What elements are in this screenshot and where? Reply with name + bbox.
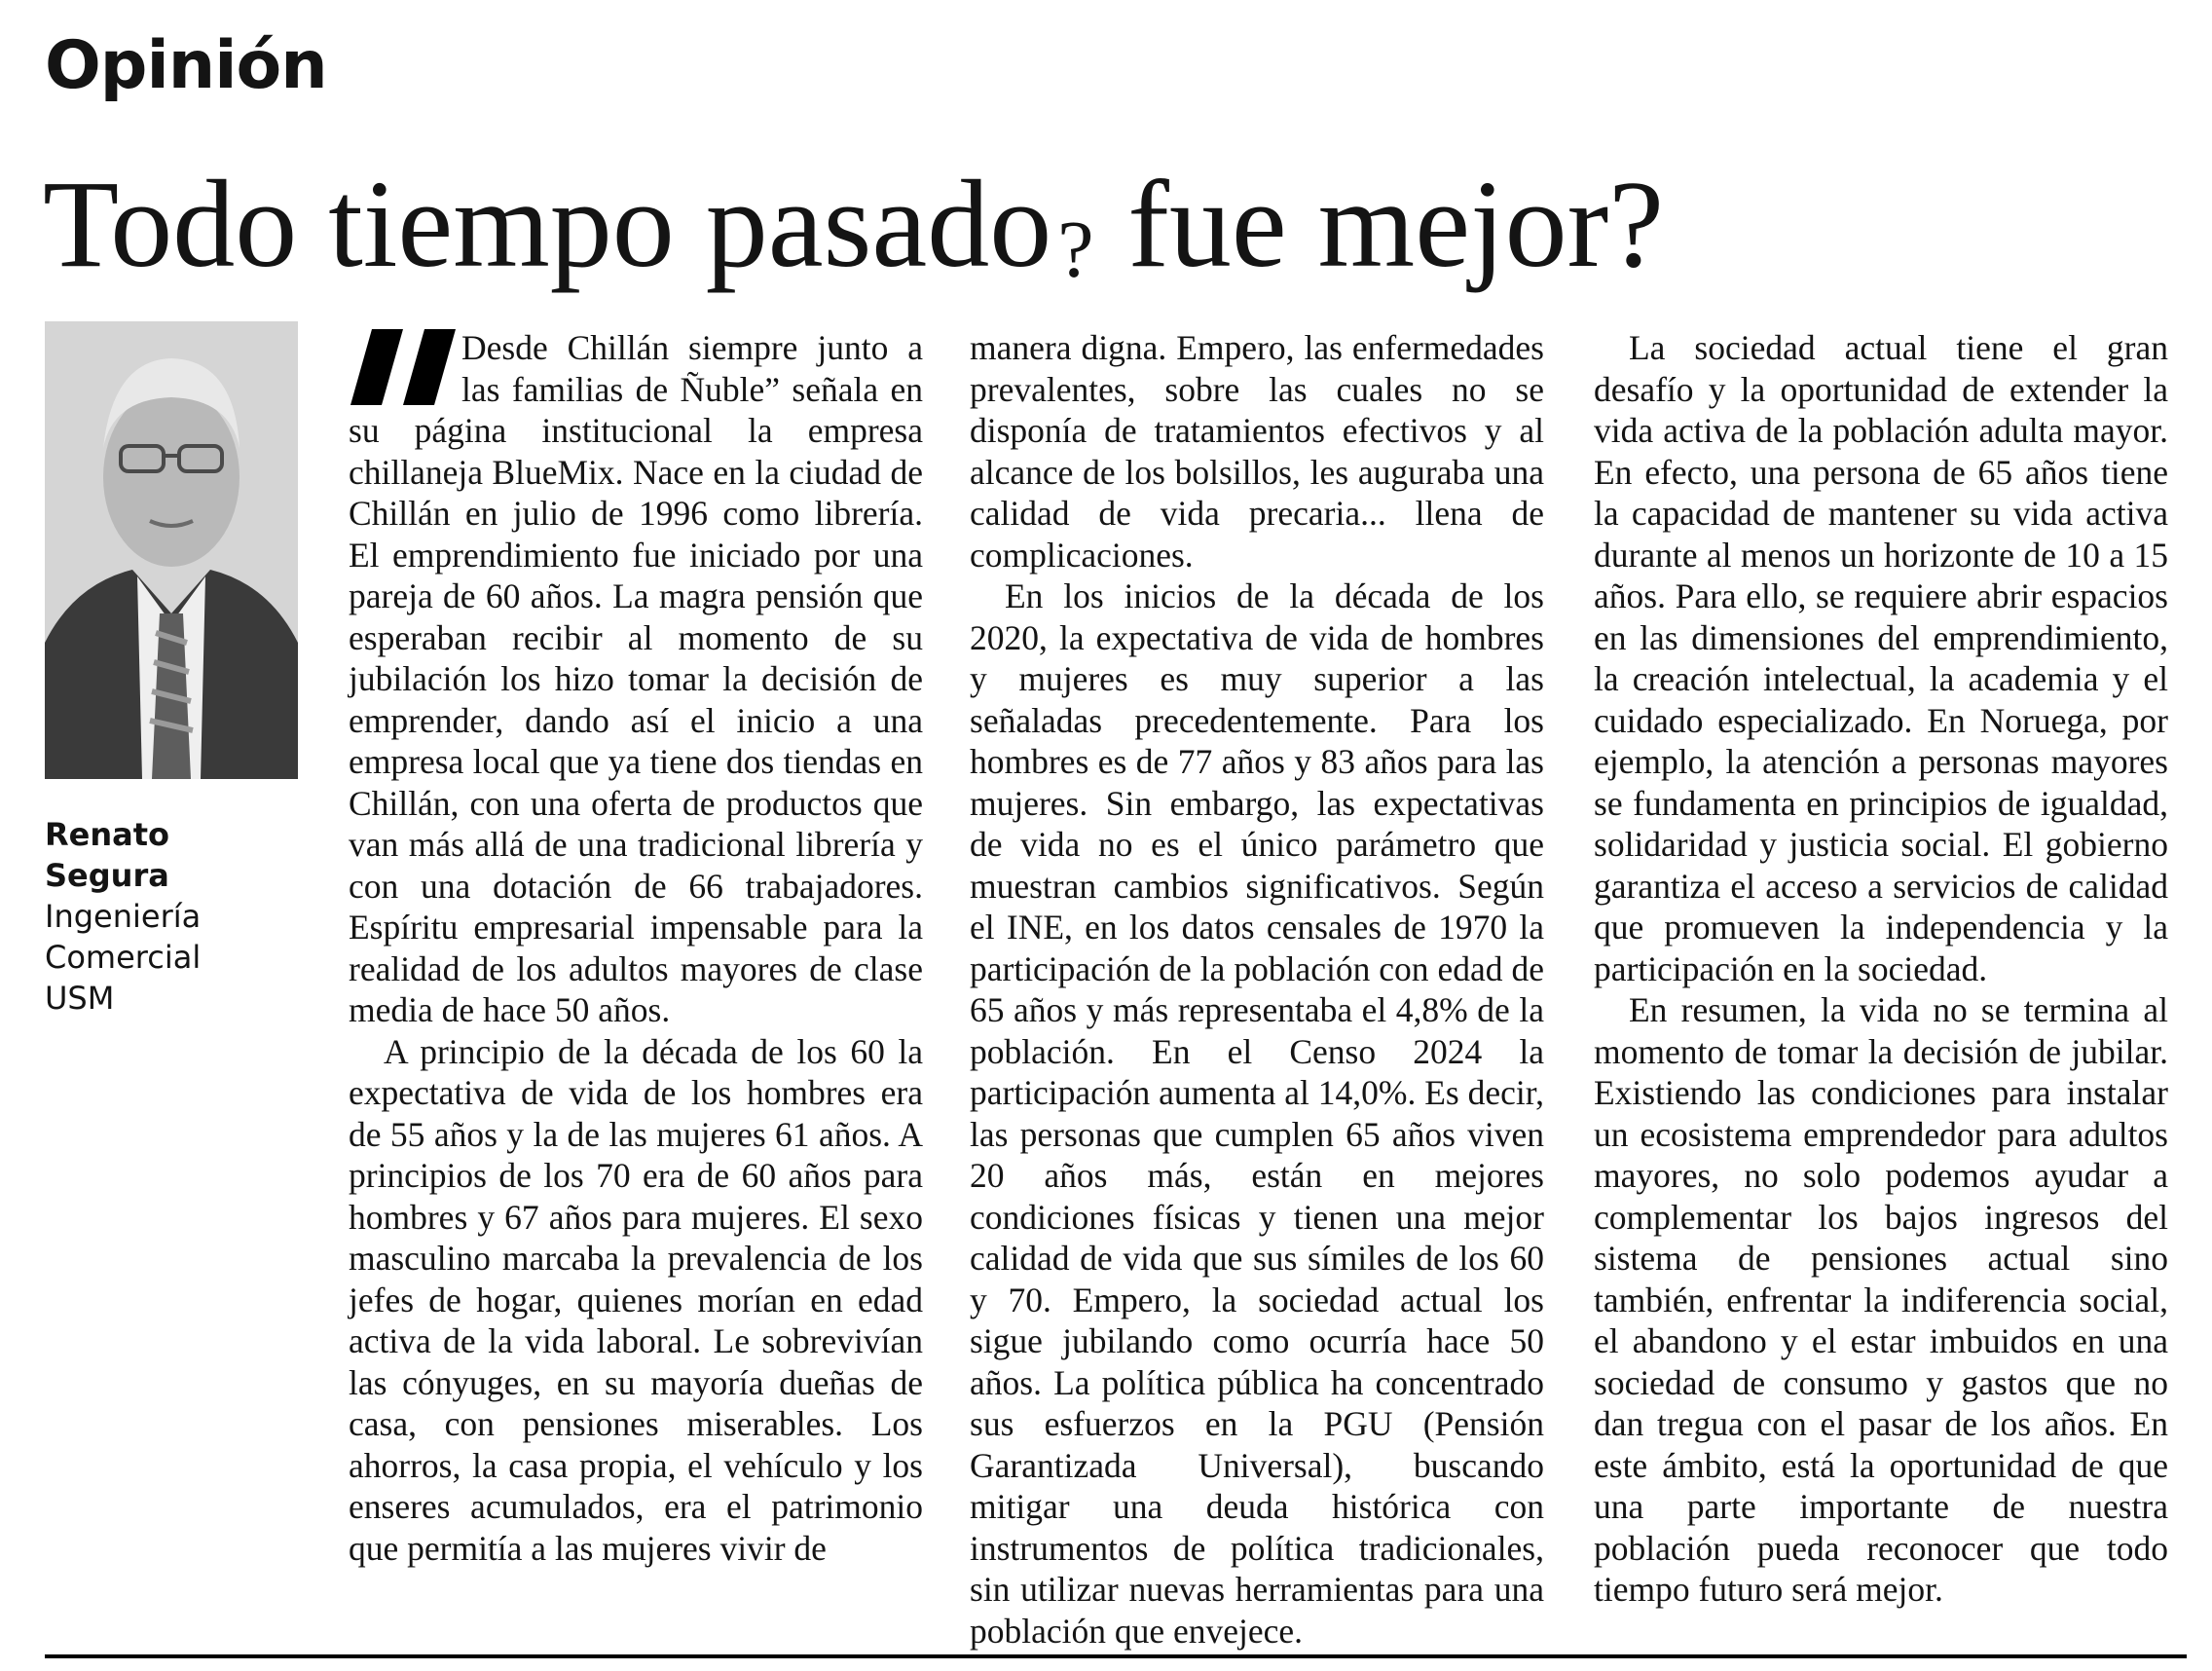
author-last-name: Segura	[45, 857, 169, 894]
author-photo	[45, 321, 298, 779]
bottom-rule	[45, 1654, 2187, 1658]
author-role-line-3: USM	[45, 980, 115, 1017]
section-label: Opinión	[45, 27, 327, 104]
article-paragraph: Desde Chillán siempre junto a las familias de Ñuble” señala en su página institucional la empresa chillaneja BlueMix. Nace en la ciudad de Chillán en julio de 1996 como librería. El emprendimiento fue iniciado por una pareja de 60 años. La magra pensión que esperaban recibir al momento de su jubilación los hizo tomar la decisión de emprender, dando así el inicio a una empresa local que ya tiene dos tiendas en Chillán, con una oferta de productos que van más allá de una tradicional librería y con una dotación de 66 trabajadores. Espíritu empresarial impensable para la realidad de los adultos mayores de clase media de hace 50 años.	[349, 328, 923, 1029]
headline-question-mark: ?	[1057, 204, 1094, 295]
article-column-2	[970, 327, 1544, 1652]
headline-part-1: Todo tiempo pasado	[43, 155, 1052, 293]
headline-part-2: fue mejor?	[1127, 155, 1664, 293]
article-column-3	[1594, 327, 2168, 1611]
article-paragraph: A principio de la década de los 60 la expectativa de vida de los hombres era de 55 años y la de las mujeres 61 años. A principios de los 70 era de 60 años para hombres y 67 años para mujeres. El sexo masculino marcaba la prevalencia de los jefes de hogar, quienes morían en edad activa de la vida laboral. Le sobrevivían las cónyuges, en su mayoría dueñas de casa, con pensiones miserables. Los ahorros, la casa propia, el vehículo y los enseres acumulados, era el patrimonio que permitía a las mujeres vivir de	[349, 1031, 923, 1568]
author-role-line-2: Comercial	[45, 939, 202, 976]
article-paragraph: manera digna. Empero, las enfermedades prevalentes, sobre las cuales no se disponía de tratamientos efectivos y al alcance de los bolsillos, les auguraba una calidad de vida precaria... llena de complicaciones.	[970, 328, 1544, 575]
article-paragraph: En resumen, la vida no se termina al momento de tomar la decisión de jubilar. Existiendo las condiciones para instalar un ecosistema emprendedor para adultos mayores, no solo podemos ayudar a complementar los bajos ingresos del sistema de pensiones actual sino también, enfrentar la indiferencia social, el abandono y el estar imbuidos en una sociedad de consumo y gastos que no dan tregua con el pasar de los años. En este ámbito, está la oportunidad de que una parte importante de nuestra población pueda reconocer que todo tiempo futuro será mejor.	[1594, 990, 2168, 1609]
article-paragraph: La sociedad actual tiene el gran desafío y la oportunidad de extender la vida activa de la población adulta mayor. En efecto, una persona de 65 años tiene la capacidad de mantener su vida activa durante al menos un horizonte de 10 a 15 años. Para ello, se requiere abrir espacios en las dimensiones del emprendimiento, la creación intelectual, la academia y el cuidado especializado. En Noruega, por ejemplo, la atención a personas mayores se fundamenta en principios de igualdad, solidaridad y justicia social. El gobierno garantiza el acceso a servicios de calidad que promueven la independencia y la participación en la sociedad.	[1594, 328, 2168, 988]
author-byline	[45, 814, 327, 1019]
article-column-1	[349, 327, 923, 1569]
author-portrait-image	[45, 321, 298, 779]
author-first-name: Renato	[45, 816, 169, 853]
article-paragraph: En los inicios de la década de los 2020, la expectativa de vida de hombres y mujeres es muy superior a las señaladas precedentemente. Para los hombres es de 77 años y 83 años para las mujeres. Sin embargo, las expectativas de vida no es el único parámetro que muestran cambios significativos. Según el INE, en los datos censales de 1970 la participación de la población con edad de 65 años y más representaba el 4,8% de la población. En el Censo 2024 la participación aumenta al 14,0%. Es decir, las personas que cumplen 65 años viven 20 años más, están en mejores condiciones físicas y tienen una mejor calidad de vida que sus símiles de los 60 y 70. Empero, la sociedad actual los sigue jubilando como ocurría hace 50 años. La política pública ha concentrado sus esfuerzos en la PGU (Pensión Garantizada Universal), buscando mitigar una deuda histórica con instrumentos de política tradicionales, sin utilizar nuevas herramientas para una población que envejece.	[970, 576, 1545, 1651]
headline	[43, 155, 2185, 295]
author-role-line-1: Ingeniería	[45, 898, 202, 935]
